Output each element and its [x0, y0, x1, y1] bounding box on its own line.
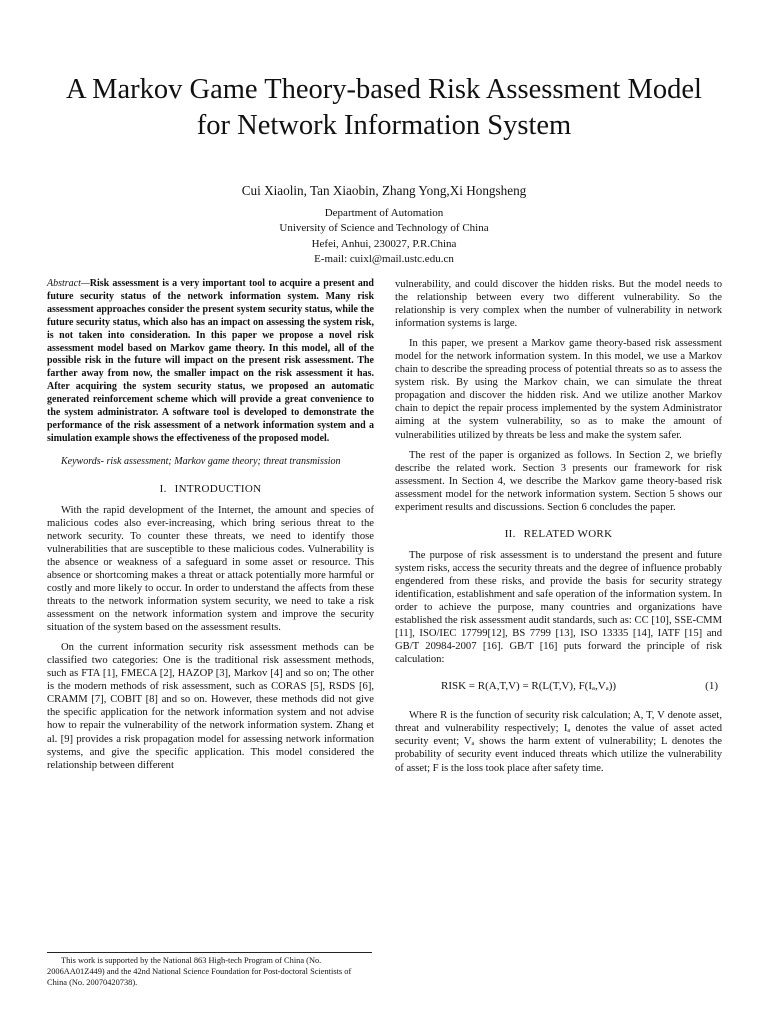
related-work-paragraph: The purpose of risk assessment is to understand the present and future system risks, access the security threats and the degree of influence probably engendered from these risks, and provide the basis for security strategy identification, establishment and safe operation of the information system. In order to achieve the purpose, many countries and organizations have established the risk assessment audit standards, such as: CC [10], SSE-CMM [11], ISO/IEC 17799[12], BS 7799 [13], ISO 13335 [14], IATF [15] and GB/T 20984-2007 [16]. GB/T [16] puts forward the principle of risk calculation: [395, 549, 722, 666]
affiliation-university: University of Science and Technology of China [279, 222, 489, 235]
equation-number: (1) [705, 680, 718, 693]
equation-expression: RISK = R(A,T,V) = R(L(T,V), F(Iₐ,Vₐ)) [441, 680, 617, 693]
intro-paragraph-4: The rest of the paper is organized as follows. In Section 2, we briefly describe the related work. Section 3 presents our framework for risk assessment. In Section 4, we describe the Markov game theory-based risk assessment model for the network information system. Section 5 shows our experiment results and discussions. Section 6 concludes the paper. [395, 449, 722, 513]
intro-paragraph-2: On the current information security risk assessment methods can be classified two categories: One is the traditional risk assessment methods, such as FTA [1], FMECA [2], HAZOP [3], Markov [4] and so on; The other is the modern methods of risk assessment, such as CORAS [5], RSDS [6], CRAMM [7], COBIT [8] and so on. However, these methods did not give the specific application for the network information system and not advise how to repair the vulnerability of the network information system. Zhang et al. [9] provides a risk propagation model for assessing network information systems, and give the specific application. This model considered the relationship between different [47, 642, 374, 771]
section-number: II. [504, 527, 516, 540]
section-heading-related-work [395, 528, 722, 541]
abstract-text: Risk assessment is a very important tool to acquire a present and future security status of the network information system. Many risk assessment approaches consider the present system security status, while the future security status, which also has an impact on assessing the system risk, is not taken into consideration. In this paper we propose a novel risk assessment model based on Markov game theory. In this model, all of the possible risk in the future will impact on the present risk assessment. The farther away from now, the smaller impact on the risk assessment it has. After acquiring the system security status, we proposed an automatic generated reinforcement scheme which will provide a great convenience to the system administrator. A software tool is developed to demonstrate the performance of the risk assessment of a network information system and a simulation example shows the effectiveness of the proposed model. [47, 278, 374, 444]
section-title: INTRODUCTION [174, 482, 262, 495]
abstract [47, 278, 374, 446]
section-heading-introduction [47, 483, 374, 496]
author-list: Cui Xiaolin, Tan Xiaobin, Zhang Yong,Xi Hongsheng [241, 183, 527, 198]
abstract-label: Abstract— [47, 278, 90, 289]
section-number: I. [159, 482, 167, 495]
affiliation-block [60, 206, 708, 268]
section-title: RELATED WORK [523, 527, 613, 540]
keywords: Keywords- risk assessment; Markov game theory; threat transmission [61, 455, 341, 467]
right-column [395, 278, 722, 782]
affiliation-email: E-mail: cuixl@mail.ustc.edu.cn [314, 253, 454, 266]
footnote-divider [47, 952, 372, 953]
intro-paragraph-1: With the rapid development of the Internet, the amount and species of malicious codes also ever-increasing, which bring serious threat to the network security. To counter these threats, we need to identify those vulnerabilities that are susceptible to these malicious codes. Vulnerability is the absence or weakness of a safeguard in some asset or resource. This absence or shortcoming makes a threat or attack potentially more harmful or costly and more likely to occur. In order to understand the affects from these threats to the network information system security, we need to take a risk assessment on the network information system and improve the security situation of the system based on the assessment results. [47, 504, 374, 634]
intro-paragraph-3: In this paper, we present a Markov game theory-based risk assessment model for the network information system. In this model, we use a Markov chain to describe the spreading process of potential threats so as to assess the system risk. By using the Markov chain, we can simulate the threat propagation and discover the hidden risk. And we utilize another Markov chain to depict the repair process implemented by the system Administrator aiming at the system vulnerability, so as to make the amount of vulnerabilities utilized by threats be less and make the system safer. [395, 338, 722, 441]
intro-continuation: vulnerability, and could discover the hidden risks. But the model needs to the relationship between every two different vulnerability. So the relationship is very complex when the number of vulnerability in network information systems is large. [395, 279, 722, 330]
affiliation-location: Hefei, Anhui, 230027, P.R.China [311, 237, 457, 250]
equation-explanation: Where R is the function of security risk calculation; A, T, V denote asset, threat and vulnerability respectively; Iₐ denotes the value of asset acted security event; Vₐ shows the harm extent of vulnerability; L denotes the probability of security event induced threats which utilize the vulnerability of asset; F is the loss took place after safety time. [395, 710, 722, 774]
affiliation-department: Department of Automation [324, 207, 444, 219]
footnote: This work is supported by the National 863 High-tech Program of China (No. 2006AA01Z449) and the 42nd National Science Foundation for Post-doctoral Scientists of China (No. 20070420738). [47, 956, 352, 987]
equation-1 [395, 680, 722, 693]
paper-title: A Markov Game Theory-based Risk Assessment Model for Network Information System [66, 74, 702, 141]
left-column [47, 278, 374, 779]
